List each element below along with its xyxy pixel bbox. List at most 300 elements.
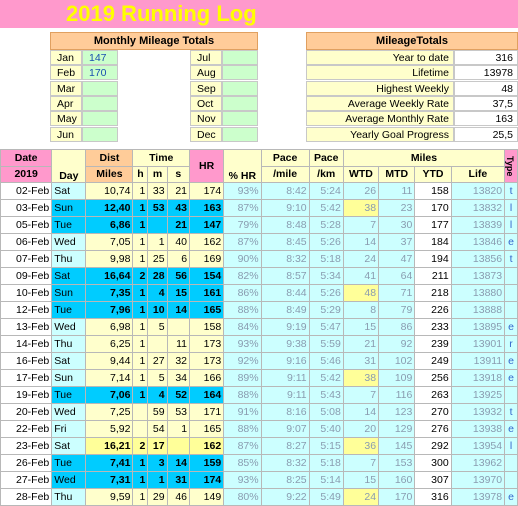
cell-m[interactable] [148,336,167,353]
cell-type[interactable]: e [505,353,518,370]
cell-h[interactable]: 1 [133,455,148,472]
cell-pct-hr[interactable]: 93% [224,472,261,489]
cell-mtd[interactable]: 129 [379,421,415,438]
cell-type[interactable]: r [505,336,518,353]
cell-pace-mile[interactable]: 9:11 [261,370,309,387]
cell-mtd[interactable]: 123 [379,404,415,421]
cell-s[interactable]: 46 [167,489,189,506]
cell-h[interactable]: 1 [133,183,148,200]
cell-wtd[interactable]: 41 [343,268,378,285]
total-value[interactable]: 316 [454,50,518,65]
cell-pct-hr[interactable]: 88% [224,387,261,404]
cell-h[interactable]: 1 [133,489,148,506]
cell-day[interactable]: Tue [52,302,86,319]
cell-wtd[interactable]: 31 [343,353,378,370]
cell-pace-km[interactable]: 5:28 [309,217,343,234]
cell-hr[interactable]: 171 [190,404,224,421]
cell-life[interactable]: 13832 [451,200,504,217]
cell-m[interactable]: 10 [148,302,167,319]
cell-type[interactable]: t [505,404,518,421]
cell-pace-km[interactable]: 5:08 [309,404,343,421]
cell-wtd[interactable]: 15 [343,472,378,489]
cell-mtd[interactable]: 116 [379,387,415,404]
cell-m[interactable]: 5 [148,370,167,387]
cell-hr[interactable]: 165 [190,302,224,319]
cell-date[interactable]: 23-Feb [1,438,52,455]
cell-day[interactable]: Sun [52,370,86,387]
cell-date[interactable]: 13-Feb [1,319,52,336]
cell-h[interactable] [133,421,148,438]
cell-pct-hr[interactable]: 89% [224,370,261,387]
cell-miles[interactable]: 7,05 [86,234,133,251]
cell-type[interactable] [505,455,518,472]
cell-h[interactable]: 1 [133,234,148,251]
cell-type[interactable] [505,268,518,285]
cell-type[interactable]: e [505,370,518,387]
cell-date[interactable]: 02-Feb [1,183,52,200]
cell-pct-hr[interactable]: 88% [224,421,261,438]
cell-s[interactable]: 56 [167,268,189,285]
table-row[interactable] [1,489,518,506]
cell-day[interactable]: Sat [52,438,86,455]
cell-day[interactable]: Fri [52,421,86,438]
cell-hr[interactable]: 164 [190,387,224,404]
col-pct-hr[interactable]: % HR [224,150,261,183]
cell-type[interactable]: t [505,251,518,268]
cell-s[interactable]: 32 [167,353,189,370]
cell-pct-hr[interactable]: 87% [224,200,261,217]
cell-wtd[interactable]: 8 [343,302,378,319]
table-row[interactable] [1,183,518,200]
cell-ytd[interactable]: 256 [415,370,451,387]
cell-hr[interactable]: 173 [190,336,224,353]
cell-life[interactable]: 13846 [451,234,504,251]
cell-wtd[interactable]: 14 [343,234,378,251]
cell-date[interactable]: 28-Feb [1,489,52,506]
cell-pace-km[interactable]: 5:34 [309,268,343,285]
cell-pace-mile[interactable]: 8:45 [261,234,309,251]
cell-pct-hr[interactable]: 86% [224,285,261,302]
cell-type[interactable]: t [505,183,518,200]
cell-mtd[interactable]: 153 [379,455,415,472]
cell-day[interactable]: Wed [52,404,86,421]
cell-type[interactable] [505,285,518,302]
cell-type[interactable]: l [505,438,518,455]
cell-wtd[interactable]: 20 [343,421,378,438]
cell-s[interactable]: 21 [167,183,189,200]
total-value[interactable]: 37,5 [454,96,518,111]
cell-pace-mile[interactable]: 9:11 [261,387,309,404]
cell-ytd[interactable]: 263 [415,387,451,404]
cell-hr[interactable]: 158 [190,319,224,336]
cell-m[interactable]: 1 [148,472,167,489]
cell-ytd[interactable]: 316 [415,489,451,506]
cell-life[interactable]: 13970 [451,472,504,489]
cell-ytd[interactable]: 270 [415,404,451,421]
table-row[interactable] [1,353,518,370]
cell-wtd[interactable]: 38 [343,370,378,387]
cell-type[interactable] [505,302,518,319]
col-day[interactable]: Day [52,150,86,183]
cell-m[interactable]: 3 [148,455,167,472]
cell-type[interactable]: l [505,217,518,234]
month-mileage[interactable]: 147 [82,50,118,65]
cell-h[interactable]: 1 [133,472,148,489]
cell-day[interactable]: Tue [52,455,86,472]
cell-date[interactable]: 03-Feb [1,200,52,217]
table-row[interactable] [1,200,518,217]
cell-wtd[interactable]: 24 [343,489,378,506]
cell-pct-hr[interactable]: 93% [224,336,261,353]
cell-hr[interactable]: 173 [190,353,224,370]
cell-h[interactable]: 1 [133,336,148,353]
cell-day[interactable]: Sun [52,200,86,217]
table-row[interactable] [1,404,518,421]
cell-hr[interactable]: 147 [190,217,224,234]
month-mileage[interactable] [82,127,118,142]
cell-ytd[interactable]: 239 [415,336,451,353]
month-mileage[interactable] [82,111,118,126]
cell-pct-hr[interactable]: 85% [224,455,261,472]
cell-pct-hr[interactable]: 90% [224,251,261,268]
cell-hr[interactable]: 165 [190,421,224,438]
cell-pace-km[interactable]: 5:14 [309,472,343,489]
cell-s[interactable]: 14 [167,302,189,319]
cell-date[interactable]: 07-Feb [1,251,52,268]
cell-hr[interactable]: 159 [190,455,224,472]
cell-h[interactable]: 1 [133,285,148,302]
cell-pace-mile[interactable]: 9:38 [261,336,309,353]
col-hr[interactable]: HR [190,150,224,183]
cell-miles[interactable]: 16,21 [86,438,133,455]
cell-miles[interactable]: 6,86 [86,217,133,234]
cell-s[interactable]: 14 [167,455,189,472]
cell-life[interactable]: 13911 [451,353,504,370]
cell-pace-km[interactable]: 5:24 [309,183,343,200]
cell-miles[interactable]: 5,92 [86,421,133,438]
cell-type[interactable]: l [505,200,518,217]
cell-pace-mile[interactable]: 9:22 [261,489,309,506]
table-row[interactable] [1,472,518,489]
cell-s[interactable]: 21 [167,217,189,234]
cell-mtd[interactable]: 92 [379,336,415,353]
month-mileage[interactable] [82,96,118,111]
cell-pct-hr[interactable]: 79% [224,217,261,234]
table-row[interactable] [1,336,518,353]
month-mileage[interactable] [222,81,258,96]
cell-wtd[interactable]: 7 [343,217,378,234]
cell-ytd[interactable]: 300 [415,455,451,472]
cell-h[interactable]: 1 [133,370,148,387]
cell-miles[interactable]: 6,25 [86,336,133,353]
table-row[interactable] [1,455,518,472]
cell-type[interactable]: e [505,421,518,438]
cell-wtd[interactable]: 24 [343,251,378,268]
cell-pace-mile[interactable]: 8:49 [261,302,309,319]
cell-pct-hr[interactable]: 88% [224,302,261,319]
cell-date[interactable]: 27-Feb [1,472,52,489]
cell-hr[interactable]: 174 [190,472,224,489]
cell-day[interactable]: Tue [52,217,86,234]
cell-day[interactable]: Wed [52,319,86,336]
table-row[interactable] [1,438,518,455]
cell-pace-km[interactable]: 5:15 [309,438,343,455]
cell-s[interactable]: 52 [167,387,189,404]
cell-day[interactable]: Wed [52,472,86,489]
cell-wtd[interactable]: 26 [343,183,378,200]
cell-m[interactable]: 28 [148,268,167,285]
col-dist[interactable]: Dist [86,150,133,167]
cell-date[interactable]: 26-Feb [1,455,52,472]
cell-ytd[interactable]: 194 [415,251,451,268]
cell-day[interactable]: Sat [52,183,86,200]
cell-life[interactable]: 13978 [451,489,504,506]
cell-pace-km[interactable]: 5:18 [309,455,343,472]
cell-h[interactable]: 1 [133,353,148,370]
cell-pct-hr[interactable]: 87% [224,438,261,455]
month-mileage[interactable] [222,50,258,65]
cell-miles[interactable]: 7,31 [86,472,133,489]
cell-mtd[interactable]: 86 [379,319,415,336]
cell-hr[interactable]: 163 [190,200,224,217]
cell-wtd[interactable]: 48 [343,285,378,302]
total-value[interactable]: 25,5 [454,127,518,142]
cell-pace-km[interactable]: 5:42 [309,200,343,217]
total-value[interactable]: 48 [454,81,518,96]
cell-mtd[interactable]: 23 [379,200,415,217]
cell-life[interactable]: 13954 [451,438,504,455]
cell-pace-km[interactable]: 5:47 [309,319,343,336]
total-value[interactable]: 13978 [454,65,518,80]
cell-pace-mile[interactable]: 9:16 [261,353,309,370]
cell-ytd[interactable]: 211 [415,268,451,285]
cell-s[interactable]: 1 [167,421,189,438]
table-row[interactable] [1,234,518,251]
cell-mtd[interactable]: 160 [379,472,415,489]
cell-pace-km[interactable]: 5:29 [309,302,343,319]
cell-m[interactable]: 29 [148,489,167,506]
cell-life[interactable]: 13895 [451,319,504,336]
cell-pace-mile[interactable]: 8:32 [261,251,309,268]
cell-m[interactable]: 33 [148,183,167,200]
cell-miles[interactable]: 16,64 [86,268,133,285]
table-row[interactable] [1,285,518,302]
cell-miles[interactable]: 7,41 [86,455,133,472]
cell-mtd[interactable]: 170 [379,489,415,506]
cell-miles[interactable]: 10,74 [86,183,133,200]
cell-h[interactable] [133,404,148,421]
cell-m[interactable]: 59 [148,404,167,421]
cell-ytd[interactable]: 307 [415,472,451,489]
cell-hr[interactable]: 174 [190,183,224,200]
cell-type[interactable] [505,472,518,489]
cell-pace-mile[interactable]: 8:44 [261,285,309,302]
cell-h[interactable]: 1 [133,387,148,404]
cell-pct-hr[interactable]: 82% [224,268,261,285]
cell-pace-mile[interactable]: 8:16 [261,404,309,421]
cell-mtd[interactable]: 64 [379,268,415,285]
cell-h[interactable]: 1 [133,217,148,234]
cell-m[interactable]: 4 [148,285,167,302]
cell-mtd[interactable]: 109 [379,370,415,387]
cell-miles[interactable]: 7,06 [86,387,133,404]
col-type[interactable]: Type [505,155,516,177]
cell-pace-km[interactable]: 5:26 [309,234,343,251]
month-mileage[interactable] [222,65,258,80]
cell-hr[interactable]: 161 [190,285,224,302]
cell-pace-km[interactable]: 5:59 [309,336,343,353]
cell-date[interactable]: 16-Feb [1,353,52,370]
month-mileage[interactable] [222,111,258,126]
cell-pct-hr[interactable]: 92% [224,353,261,370]
cell-wtd[interactable]: 15 [343,319,378,336]
cell-wtd[interactable]: 38 [343,200,378,217]
cell-mtd[interactable]: 30 [379,217,415,234]
cell-ytd[interactable]: 170 [415,200,451,217]
cell-date[interactable]: 09-Feb [1,268,52,285]
cell-wtd[interactable]: 21 [343,336,378,353]
cell-mtd[interactable]: 79 [379,302,415,319]
cell-date[interactable]: 20-Feb [1,404,52,421]
cell-m[interactable] [148,217,167,234]
month-mileage[interactable] [222,96,258,111]
cell-day[interactable]: Tue [52,387,86,404]
month-mileage[interactable] [222,127,258,142]
cell-life[interactable]: 13925 [451,387,504,404]
cell-s[interactable]: 15 [167,285,189,302]
table-row[interactable] [1,421,518,438]
month-mileage[interactable] [82,81,118,96]
cell-life[interactable]: 13856 [451,251,504,268]
cell-h[interactable]: 1 [133,251,148,268]
cell-pct-hr[interactable]: 80% [224,489,261,506]
col-time[interactable]: Time [133,150,190,167]
cell-miles[interactable]: 7,35 [86,285,133,302]
cell-m[interactable]: 5 [148,319,167,336]
cell-wtd[interactable]: 36 [343,438,378,455]
cell-day[interactable]: Wed [52,234,86,251]
cell-ytd[interactable]: 177 [415,217,451,234]
col-date[interactable]: Date [1,150,52,167]
cell-ytd[interactable]: 233 [415,319,451,336]
table-row[interactable] [1,302,518,319]
cell-life[interactable]: 13820 [451,183,504,200]
cell-wtd[interactable]: 7 [343,387,378,404]
cell-ytd[interactable]: 158 [415,183,451,200]
cell-miles[interactable]: 9,44 [86,353,133,370]
cell-h[interactable]: 2 [133,438,148,455]
table-row[interactable] [1,387,518,404]
cell-type[interactable] [505,387,518,404]
cell-ytd[interactable]: 292 [415,438,451,455]
cell-day[interactable]: Thu [52,489,86,506]
cell-ytd[interactable]: 218 [415,285,451,302]
cell-pace-mile[interactable]: 8:42 [261,183,309,200]
cell-miles[interactable]: 6,98 [86,319,133,336]
cell-mtd[interactable]: 11 [379,183,415,200]
cell-m[interactable]: 25 [148,251,167,268]
cell-date[interactable]: 10-Feb [1,285,52,302]
month-mileage[interactable]: 170 [82,65,118,80]
cell-pace-mile[interactable]: 8:27 [261,438,309,455]
cell-life[interactable]: 13938 [451,421,504,438]
cell-life[interactable]: 13962 [451,455,504,472]
cell-life[interactable]: 13839 [451,217,504,234]
cell-type[interactable]: e [505,489,518,506]
cell-pace-mile[interactable]: 8:32 [261,455,309,472]
cell-hr[interactable]: 166 [190,370,224,387]
cell-m[interactable]: 53 [148,200,167,217]
total-value[interactable]: 163 [454,111,518,126]
cell-pace-mile[interactable]: 8:48 [261,217,309,234]
cell-ytd[interactable]: 276 [415,421,451,438]
cell-date[interactable]: 22-Feb [1,421,52,438]
cell-miles[interactable]: 12,40 [86,200,133,217]
cell-hr[interactable]: 162 [190,438,224,455]
cell-date[interactable]: 06-Feb [1,234,52,251]
cell-pace-km[interactable]: 5:46 [309,353,343,370]
cell-miles[interactable]: 9,59 [86,489,133,506]
cell-date[interactable]: 17-Feb [1,370,52,387]
cell-type[interactable]: e [505,234,518,251]
cell-s[interactable]: 6 [167,251,189,268]
cell-life[interactable]: 13918 [451,370,504,387]
cell-pace-mile[interactable]: 9:19 [261,319,309,336]
cell-life[interactable]: 13901 [451,336,504,353]
cell-s[interactable]: 31 [167,472,189,489]
cell-date[interactable]: 19-Feb [1,387,52,404]
cell-day[interactable]: Sat [52,268,86,285]
cell-pace-km[interactable]: 5:42 [309,370,343,387]
cell-life[interactable]: 13873 [451,268,504,285]
cell-mtd[interactable]: 102 [379,353,415,370]
cell-mtd[interactable]: 71 [379,285,415,302]
cell-miles[interactable]: 9,98 [86,251,133,268]
cell-life[interactable]: 13888 [451,302,504,319]
cell-date[interactable]: 05-Feb [1,217,52,234]
cell-miles[interactable]: 7,14 [86,370,133,387]
cell-m[interactable]: 17 [148,438,167,455]
cell-day[interactable]: Sun [52,285,86,302]
cell-wtd[interactable]: 14 [343,404,378,421]
cell-wtd[interactable]: 7 [343,455,378,472]
cell-h[interactable]: 1 [133,302,148,319]
cell-m[interactable]: 54 [148,421,167,438]
cell-mtd[interactable]: 47 [379,251,415,268]
cell-date[interactable]: 14-Feb [1,336,52,353]
cell-hr[interactable]: 169 [190,251,224,268]
cell-pace-km[interactable]: 5:18 [309,251,343,268]
cell-pace-km[interactable]: 5:43 [309,387,343,404]
cell-hr[interactable]: 149 [190,489,224,506]
cell-type[interactable]: e [505,319,518,336]
col-miles-group[interactable]: Miles [343,150,504,167]
table-row[interactable] [1,217,518,234]
cell-s[interactable]: 34 [167,370,189,387]
table-row[interactable] [1,251,518,268]
cell-hr[interactable]: 154 [190,268,224,285]
cell-day[interactable]: Sat [52,353,86,370]
cell-s[interactable]: 40 [167,234,189,251]
cell-pace-km[interactable]: 5:49 [309,489,343,506]
cell-date[interactable]: 12-Feb [1,302,52,319]
cell-mtd[interactable]: 145 [379,438,415,455]
cell-s[interactable]: 53 [167,404,189,421]
col-pace-km[interactable]: Pace [309,150,343,167]
cell-pct-hr[interactable]: 91% [224,404,261,421]
cell-h[interactable]: 1 [133,319,148,336]
cell-day[interactable]: Thu [52,336,86,353]
